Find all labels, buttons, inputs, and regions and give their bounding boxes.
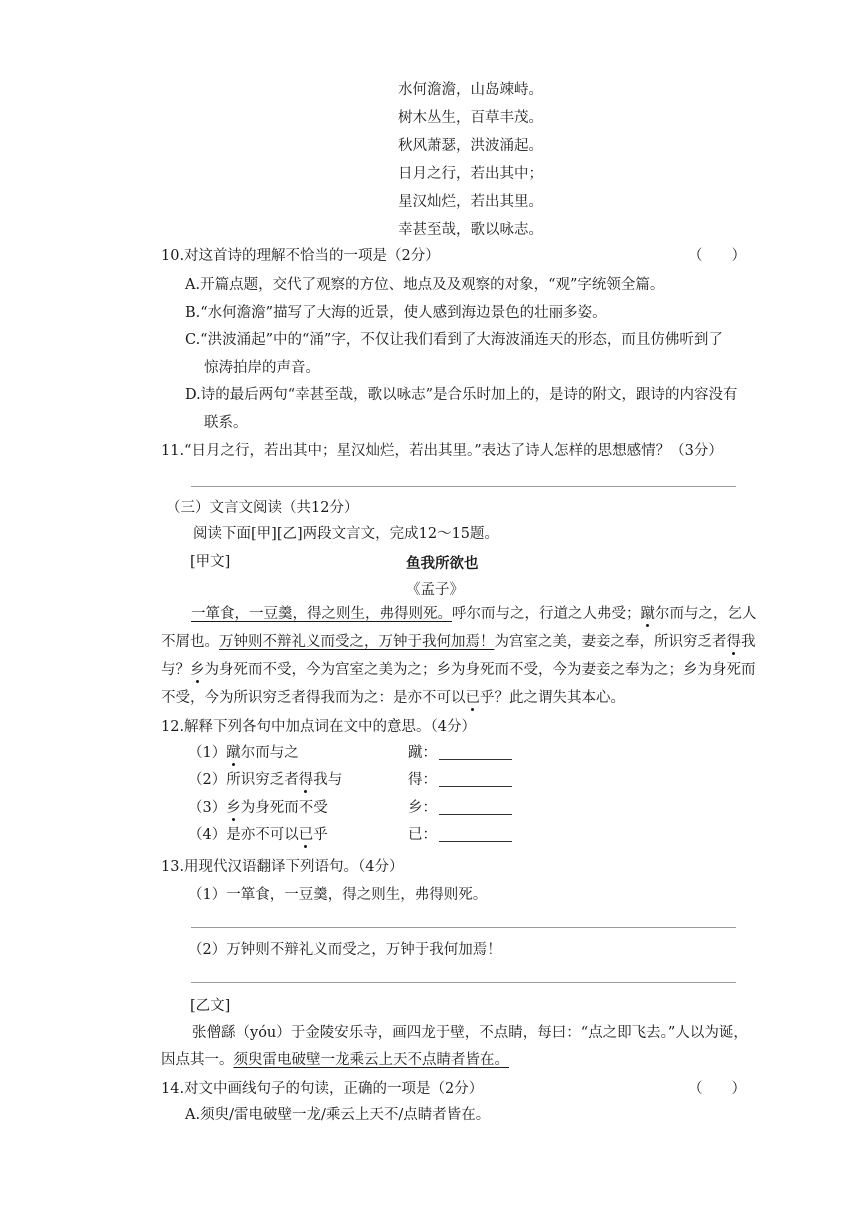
- poem-line: 树木丛生，百草丰茂。: [398, 110, 543, 126]
- option-d: D.诗的最后两句“幸甚至哉，歌以咏志”是合乐时加上的，是诗的附文，跟诗的内容没有: [185, 387, 738, 403]
- option-c-continued: 惊涛拍岸的声音。: [204, 360, 320, 376]
- fill-blank[interactable]: [439, 800, 512, 815]
- q12-item: （3）乡为身死而不受: [188, 800, 328, 816]
- passage-title: 鱼我所欲也: [406, 556, 479, 572]
- answer-line[interactable]: [191, 982, 736, 983]
- question-13-stem: 13.用现代汉语翻译下列语句。（4分）: [161, 859, 404, 875]
- underlined-sentence: 一箪食，一豆羹，得之则生，弗得则死。: [191, 606, 452, 622]
- question-10-stem: 10.对这首诗的理解不恰当的一项是（2分）: [161, 248, 440, 264]
- q12-item: （2）所识穷乏者得我与: [188, 772, 343, 788]
- option-a: A.开篇点题，交代了观察的方位、地点及及观察的对象，“观”字统领全篇。: [185, 277, 665, 293]
- passage-line: [161, 689, 625, 707]
- passage-line: [161, 633, 756, 651]
- fill-blank[interactable]: [439, 827, 512, 842]
- passage-text: 呼尔而与之，行道之人弗受；: [452, 606, 641, 622]
- dotted-character: 乡: [226, 800, 241, 816]
- option-b: B.“水何澹澹”描写了大海的近景，使人感到海边景色的壮丽多姿。: [185, 305, 607, 321]
- passage-line: [161, 661, 756, 679]
- question-12-stem: 12.解释下列各句中加点词在文中的意思。（4分）: [161, 719, 477, 735]
- dotted-character: 得: [298, 772, 314, 788]
- option-a: A.须臾/雷电破壁一龙/乘云上天不/点睛者皆在。: [185, 1107, 491, 1123]
- fill-blank[interactable]: [439, 772, 512, 787]
- question-14-stem: 14.对文中画线句子的句读，正确的一项是（2分）: [161, 1081, 484, 1097]
- option-d-continued: 联系。: [204, 415, 248, 431]
- dotted-character: 蹴: [226, 745, 241, 761]
- reading-instructions: 阅读下面[甲][乙]两段文言文，完成12～15题。: [193, 526, 500, 542]
- passage-text: 不受，今为所识穷乏者得我而为之：是亦不可以: [161, 690, 466, 706]
- poem-line: 水何澹澹，山岛竦峙。: [398, 82, 543, 98]
- text-jia-label: [甲文]: [190, 554, 231, 570]
- translate-item-2: （2）万钟则不辩礼义而受之，万钟于我何加焉！: [188, 942, 502, 958]
- passage-line: [191, 605, 757, 623]
- poem-line: 幸甚至哉，歌以咏志。: [398, 222, 543, 238]
- poem-line: 日月之行，若出其中；: [398, 166, 543, 182]
- answer-line[interactable]: [191, 927, 736, 928]
- passage-text: 尔而与之，乞人: [655, 606, 757, 622]
- passage-text: 与？: [161, 662, 190, 678]
- q12-answer: 乡：: [408, 799, 512, 817]
- passage-author: 《孟子》: [406, 582, 464, 598]
- q12-answer: 已：: [408, 826, 512, 844]
- passage-text: 乎？此之谓失其本心。: [480, 690, 625, 706]
- q12-answer: 蹴：: [408, 744, 512, 762]
- q12-answer: 得：: [408, 771, 512, 789]
- translate-item-1: （1）一箪食，一豆羹，得之则生，弗得则死。: [188, 887, 488, 903]
- passage-text: 我: [741, 634, 756, 650]
- q12-item: （4）是亦不可以已乎: [188, 827, 328, 843]
- answer-line[interactable]: [191, 486, 736, 487]
- dotted-character: 已: [465, 690, 480, 706]
- dotted-character: 已: [298, 827, 314, 843]
- q12-item: （1）蹴尔而与之: [188, 745, 299, 761]
- text-yi-label: [乙文]: [190, 998, 231, 1014]
- answer-parentheses[interactable]: （ ）: [688, 248, 746, 264]
- section-heading: （三）文言文阅读（共12分）: [166, 500, 359, 516]
- passage-line: [161, 1051, 509, 1069]
- fill-blank[interactable]: [439, 745, 512, 760]
- answer-parentheses[interactable]: （ ）: [688, 1081, 746, 1097]
- passage-text: 为身死而不受，今为宫室之美为之；乡为身死而不受，今为妻妾之奉为之；乡为身死而: [204, 662, 756, 678]
- dotted-character: 得: [726, 634, 741, 650]
- passage-line: 张僧繇（yóu）于金陵安乐寺，画四龙于壁，不点睛，每曰：“点之即飞去。”人以为诞，: [192, 1025, 748, 1041]
- underlined-sentence: 须臾雷电破壁一龙乘云上天不点睛者皆在。: [233, 1052, 509, 1068]
- option-c: C.“洪波涌起”中的“涌”字，不仅让我们看到了大海波涌连天的形态，而且仿佛听到了: [185, 332, 723, 348]
- poem-line: 星汉灿烂，若出其里。: [398, 194, 543, 210]
- underlined-sentence: 万钟则不辩礼义而受之，万钟于我何加焉！: [219, 634, 495, 650]
- dotted-character: 乡: [190, 662, 205, 678]
- passage-text: 为宫室之美，妻妾之奉，所识穷乏者: [494, 634, 727, 650]
- passage-text: 因点其一。: [161, 1052, 234, 1068]
- dotted-character: 蹴: [640, 606, 655, 622]
- question-11-stem: 11.“日月之行，若出其中；星汉灿烂，若出其里。”表达了诗人怎样的思想感情？（3分）: [161, 443, 723, 459]
- poem-line: 秋风萧瑟，洪波涌起。: [398, 138, 543, 154]
- passage-text: 不屑也。: [161, 634, 219, 650]
